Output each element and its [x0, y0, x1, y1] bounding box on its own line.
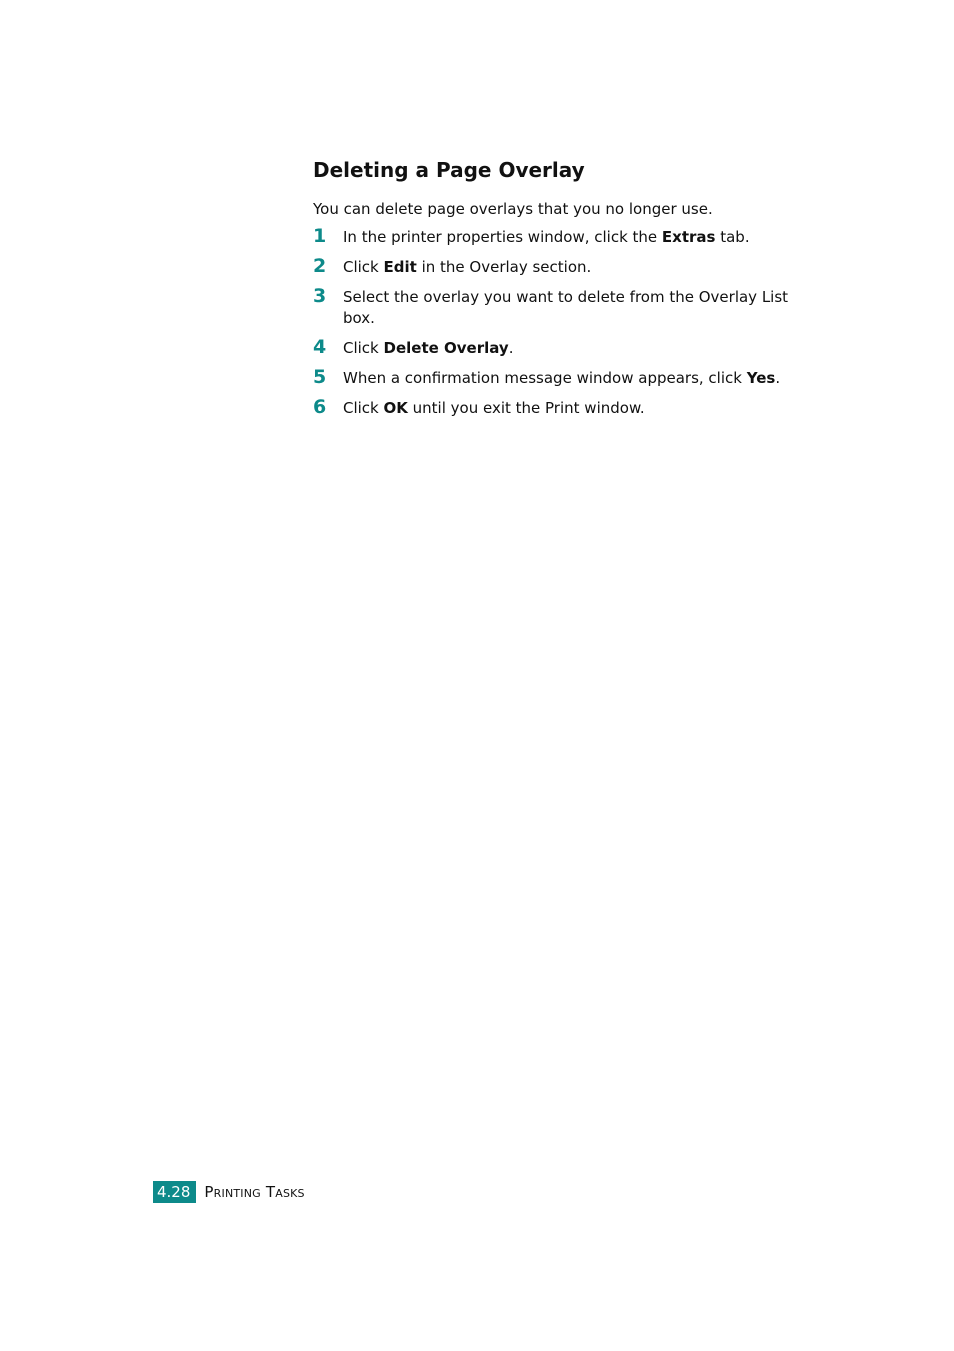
step-text	[343, 369, 780, 387]
step-text-part: until you exit the Print window.	[407, 399, 645, 417]
step-item	[313, 287, 803, 329]
step-number: 2	[313, 255, 327, 277]
step-item	[313, 398, 803, 419]
step-text-part: .	[775, 369, 781, 387]
step-number: 1	[313, 225, 327, 247]
step-bold-term: OK	[383, 399, 408, 417]
step-text	[343, 339, 513, 357]
step-item	[313, 257, 803, 278]
step-bold-term: Extras	[661, 228, 716, 246]
step-number: 3	[313, 285, 327, 307]
step-text-part: In the printer properties window, click the	[343, 228, 662, 246]
step-text	[343, 288, 788, 327]
step-bold-term: Delete Overlay	[383, 339, 509, 357]
step-number: 6	[313, 396, 327, 418]
step-number: 4	[313, 336, 327, 358]
page-number-badge: 4.28	[153, 1181, 196, 1203]
step-number: 5	[313, 366, 327, 388]
step-bold-term: Yes	[746, 369, 776, 387]
step-item	[313, 338, 803, 359]
step-text	[343, 228, 750, 246]
steps-list	[313, 227, 803, 428]
step-bold-term: Edit	[383, 258, 417, 276]
step-text-part: tab.	[715, 228, 750, 246]
step-text-part: Select the overlay you want to delete from the Overlay List box.	[343, 288, 789, 327]
step-text-part: .	[508, 339, 514, 357]
chapter-title: Printing Tasks	[204, 1183, 305, 1201]
step-text-part: Click	[343, 258, 384, 276]
section-title: Deleting a Page Overlay	[313, 158, 585, 182]
step-item	[313, 227, 803, 248]
step-text-part: When a confirmation message window appears, click	[343, 369, 747, 387]
step-text	[343, 399, 645, 417]
page-footer	[153, 1181, 305, 1203]
step-text-part: Click	[343, 399, 384, 417]
step-item	[313, 368, 803, 389]
intro-text: You can delete page overlays that you no longer use.	[313, 200, 713, 218]
step-text-part: Click	[343, 339, 384, 357]
step-text	[343, 258, 591, 276]
step-text-part: in the Overlay section.	[416, 258, 592, 276]
